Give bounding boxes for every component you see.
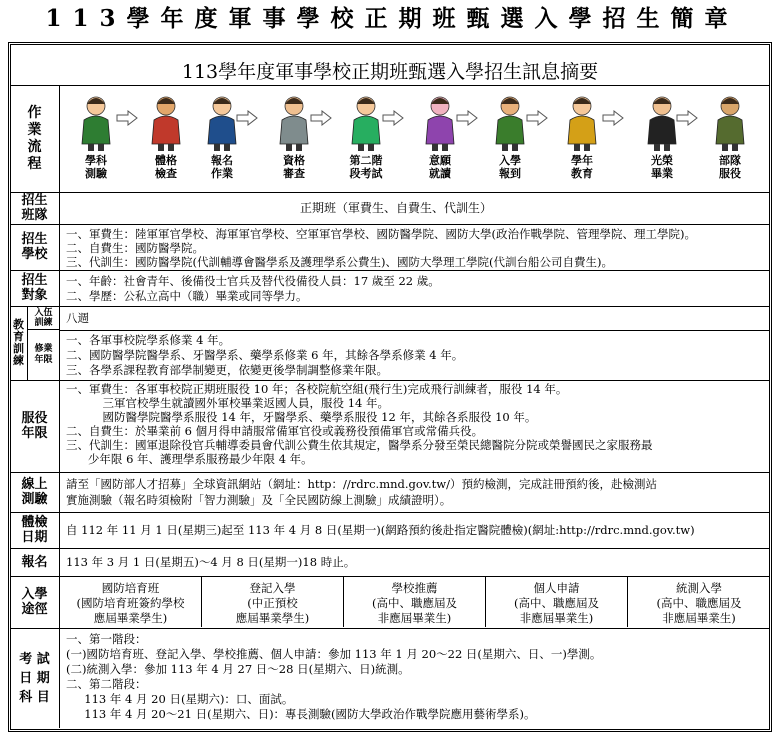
doctor-exam-icon [146,94,186,152]
schools-line-1: 一、軍費生：陸軍軍官學校、海軍軍官學校、空軍軍官學校、國防醫學院、國防大學(政治作戰學院、管理學院、理工學院)。 [66,227,696,241]
flow-step-label: 光榮 畢業 [651,154,673,180]
flow-arrow-icon [310,110,332,126]
exam-line-3: (二)統測入學：參加 113 年 4 月 27 日～28 日(星期六、日)統測。 [66,662,410,676]
flow-step [196,94,248,180]
flow-arrow-icon [116,110,138,126]
route-subtitle: (中正預校 應屆畢業學生) [235,596,310,625]
route-item [628,577,770,627]
route-subtitle: (高中、職應屆及 非應屆畢業生) [656,596,742,625]
exam-line-2: (一)國防培育班、登記入學、學校推薦、個人申請：參加 113 年 1 月 20～22 日(星期六、日、一)學測。 [66,647,602,661]
route-title: 國防培育班 [101,581,160,595]
training-divider [60,330,770,331]
targets-line-1: 一、年齡：社會青年、後備役士官兵及替代役備役人員：17 歲至 22 歲。 [66,274,440,288]
flow-step [140,94,192,180]
flow-step [636,94,688,180]
flow-step-label: 入學 報到 [499,154,521,180]
enroll-class-label: 招生 班隊 [10,192,60,224]
flow-step [340,94,392,180]
service-line-1: 一、軍費生：各軍事校院正期班服役 10 年；各校院航空組(飛行生)完成飛行訓練者，服役 14 年。 [66,382,568,396]
signup-value: 113 年 3 月 1 日(星期五)～4 月 8 日(星期一)18 時止。 [66,555,356,569]
study-line-2: 二、國防醫學院醫學系、牙醫學系、藥學系修業 6 年，其餘各學系修業 4 年。 [66,348,464,362]
flow-step [484,94,536,180]
route-item [202,577,344,627]
route-subtitle: (高中、職應屆及 非應屆畢業生) [372,596,457,625]
classroom-icon [562,94,602,152]
physical-value: 自 112 年 11 月 1 日(星期三)起至 113 年 4 月 8 日(星期一)(網路預約後赴指定醫院體檢)(網址:http://rdrc.mnd.gov.tw) [66,523,695,537]
route-title: 學校推薦 [391,581,438,595]
troops-icon [710,94,750,152]
magnifier-review-icon [274,94,314,152]
schools-line-2: 二、自費生：國防醫學院。 [66,241,204,255]
exam-line-4: 二、第二階段： [66,677,147,691]
flow-step [704,94,756,180]
online-test-line-2: 實施測驗（報名時須檢附「智力測驗」及「全民國防線上測驗」成績證明）。 [66,493,452,507]
flow-step-label: 第二階 段考試 [349,154,383,180]
targets-line-2: 二、學歷：公私立高中（職）畢業或同等學力。 [66,289,308,303]
schools-label: 招生 學校 [10,224,60,270]
route-item [486,577,628,627]
flow-step [414,94,466,180]
student-writing-icon [76,94,116,152]
online-test-line-1: 請至「國防部人才招募」全球資訊網站（網址：http：//rdrc.mnd.gov.tw/）預約檢測，完成註冊預約後，赴檢測站 [66,477,657,491]
route-item [60,577,202,627]
route-title: 統測入學 [676,581,722,595]
study-line-3: 三、各學系課程教育部學制變更，依變更後學制調整修業年限。 [66,363,388,377]
flow-step-label: 學年 教育 [571,154,593,180]
soldier-salute-icon [490,94,530,152]
flow-step [268,94,320,180]
exam-line-6: 113 年 4 月 20～21 日(星期六、日)：專長測驗(國防大學政治作戰學院應用藝術學系)。 [66,707,536,721]
route-title: 登記入學 [249,581,296,595]
service-line-5: 三、代訓生：國軍退除役官兵輔導委員會代訓公費生依其規定，醫學系分發至榮民總醫院分院或榮譽國民之家服務最 [66,438,653,452]
document-title: 113學年度軍事學校正期班甄選入學招生簡章 [45,5,739,32]
flow-step-label: 體格 檢查 [155,154,177,180]
exam-dates-label: 考 試 日 期 科 目 [10,628,60,728]
service-line-2: 三軍官校學生就讀國外軍校畢業返國人員，服役 14 年。 [66,396,389,410]
service-line-6: 少年限 6 年、護理學系服務最少年限 4 年。 [66,452,313,466]
targets-label: 招生 對象 [10,270,60,306]
signup-label: 報名 [10,548,60,576]
entry-training-value: 八週 [66,311,89,325]
flow-step-label: 報名 作業 [211,154,233,180]
study-line-1: 一、各軍事校院學系修業 4 年。 [66,333,231,347]
route-title: 個人申請 [533,581,580,595]
flow-step-label: 資格 審查 [283,154,305,180]
flow-arrow-icon [456,110,478,126]
entry-training-label: 入伍 訓練 [28,306,60,330]
training-label: 教 育 訓 練 [10,306,28,380]
online-test-label: 線上 測驗 [10,472,60,512]
flow-step [70,94,122,180]
route-subtitle: (國防培育班簽約學校 應屆畢業學生) [76,596,185,625]
physical-label: 體檢 日期 [10,512,60,548]
enroll-class-value: 正期班（軍費生、自費生、代訓生） [300,201,493,215]
route-item [344,577,486,627]
exam-writing-icon [346,94,386,152]
flow-step-label: 意願 就讀 [429,154,451,180]
study-years-label: 修業 年限 [28,330,60,380]
flow-step-label: 學科 測驗 [85,154,107,180]
flow-arrow-icon [236,110,258,126]
flow-step [556,94,608,180]
student-girl-icon [420,94,460,152]
route-subtitle: (高中、職應屆及 非應屆畢業生) [514,596,599,625]
flow-label: 作 業 流 程 [10,86,60,192]
exam-line-1: 一、第一階段： [66,632,147,646]
flow-arrow-icon [602,110,624,126]
service-line-3: 國防醫學院醫學系服役 14 年，牙醫學系、藥學系服役 12 年，其餘各系服役 10 年。 [66,410,537,424]
flow-step-label: 部隊 服役 [719,154,741,180]
schools-line-3: 三、代訓生：國防醫學院(代訓輔導會醫學系及護理學系公費生)、國防大學理工學院(代訓台船公司自費生)。 [66,255,613,269]
routes-label: 入學 途徑 [10,576,60,628]
flow-arrow-icon [382,110,404,126]
flow-arrow-icon [676,110,698,126]
service-label: 服役 年限 [10,380,60,472]
exam-line-5: 113 年 4 月 20 日(星期六)：口、面試。 [66,692,294,706]
flow-arrow-icon [526,110,548,126]
service-line-4: 二、自費生：於畢業前 6 個月得申請服常備軍官役或義務役預備軍官或常備兵役。 [66,424,484,438]
summary-title: 113學年度軍事學校正期班甄選入學招生訊息摘要 [10,58,770,86]
